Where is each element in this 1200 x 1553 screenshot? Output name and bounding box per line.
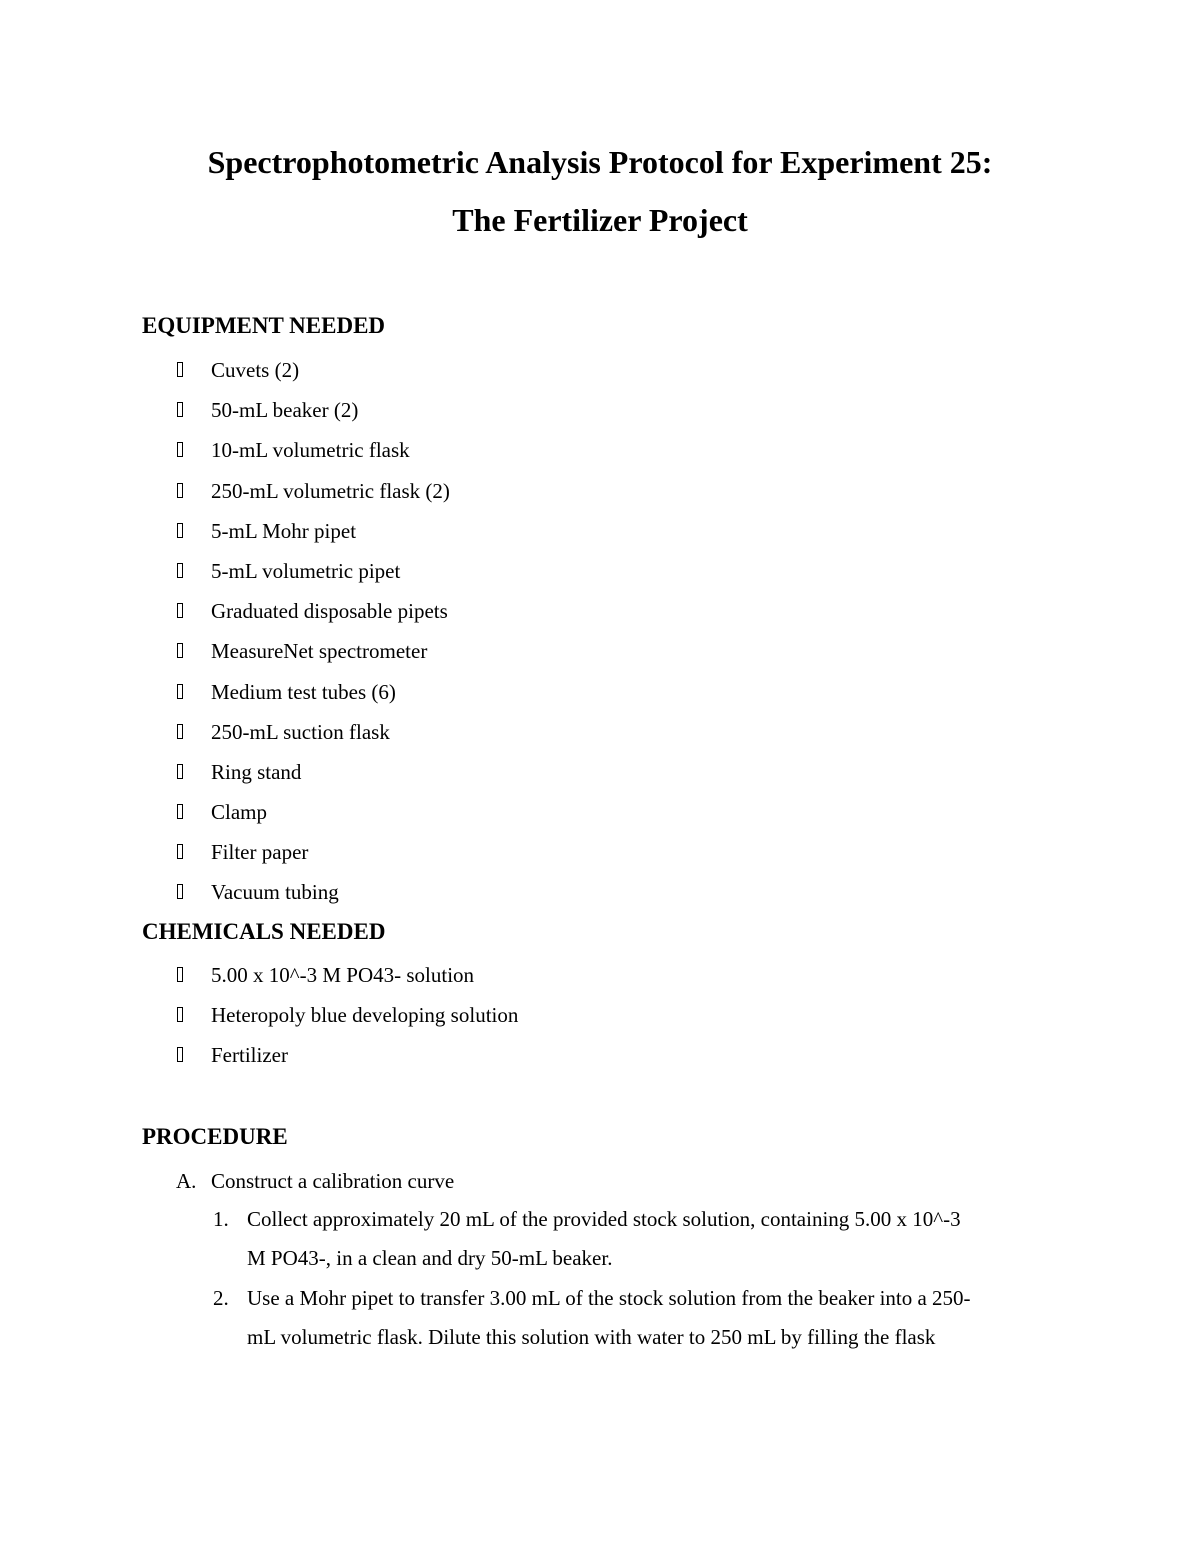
document-title-line-1: Spectrophotometric Analysis Protocol for Experiment 25: (207, 144, 993, 180)
bullet-box-icon (176, 597, 186, 625)
bullet-box-icon (176, 396, 186, 424)
step-2-marker: 2. (213, 1286, 229, 1310)
document-title-line-2: The Fertilizer Project (452, 202, 748, 238)
section-a-title: Construct a calibration curve (211, 1169, 455, 1193)
step-2-text-line-2: mL volumetric flask. Dilute this solution with water to 250 mL by filling the flask (247, 1325, 936, 1349)
bullet-box-icon (176, 718, 186, 746)
document-page: Spectrophotometric Analysis Protocol for Experiment 25: The Fertilizer Project EQUIPMENT NEEDED Cuvets (2) 50-mL beaker (2) 10-mL volumetric flask 250-mL volumetric flask (2) 5-mL Mohr pipet 5-mL volumetric pipet Graduated disposable pipets MeasureNet spectrometer Medium test tubes (6) 250-mL suction flask Ring stand Clamp Filter paper Vacuum tubing CHEMICALS NEEDED 5.00 x 10^-3 M PO43- solution Heteropoly blue developing solution Fertilizer PROCEDURE A. Construct a calibration curve 1. Collect approximately 20 mL of the provided stock solution, containing 5.00 x 10^-3 M PO43-, in a clean and dry 50-mL beaker. 2. Use a Mohr pipet to transfer 3.00 mL of the stock solution from the beaker into a 250- mL volumetric flask. Dilute this solution with water to 250 mL by filling the flask (0, 0, 1200, 1553)
bullet-box-icon (176, 557, 186, 585)
chemicals-heading: CHEMICALS NEEDED (142, 919, 386, 944)
bullet-box-icon (176, 1041, 186, 1069)
section-a-marker: A. (176, 1169, 197, 1193)
bullet-box-icon (176, 961, 186, 989)
procedure-heading: PROCEDURE (142, 1124, 288, 1149)
equipment-heading: EQUIPMENT NEEDED (142, 313, 386, 338)
bullet-box-icon (176, 838, 186, 866)
bullet-box-icon (176, 798, 186, 826)
bullet-box-icon (176, 517, 186, 545)
bullet-box-icon (176, 678, 186, 706)
step-1-text-line-2: M PO43-, in a clean and dry 50-mL beaker. (247, 1246, 613, 1270)
step-1-marker: 1. (213, 1207, 229, 1231)
bullet-box-icon (176, 356, 186, 384)
bullet-box-icon (176, 477, 186, 505)
bullet-box-icon (176, 637, 186, 665)
bullet-box-icon (176, 878, 186, 906)
bullet-box-icon (176, 1001, 186, 1029)
step-2-text-line-1: Use a Mohr pipet to transfer 3.00 mL of the stock solution from the beaker into a 250- (247, 1286, 971, 1310)
bullet-box-icon (176, 758, 186, 786)
step-1-text-line-1: Collect approximately 20 mL of the provided stock solution, containing 5.00 x 10^-3 (247, 1207, 961, 1231)
bullet-box-icon (176, 436, 186, 464)
